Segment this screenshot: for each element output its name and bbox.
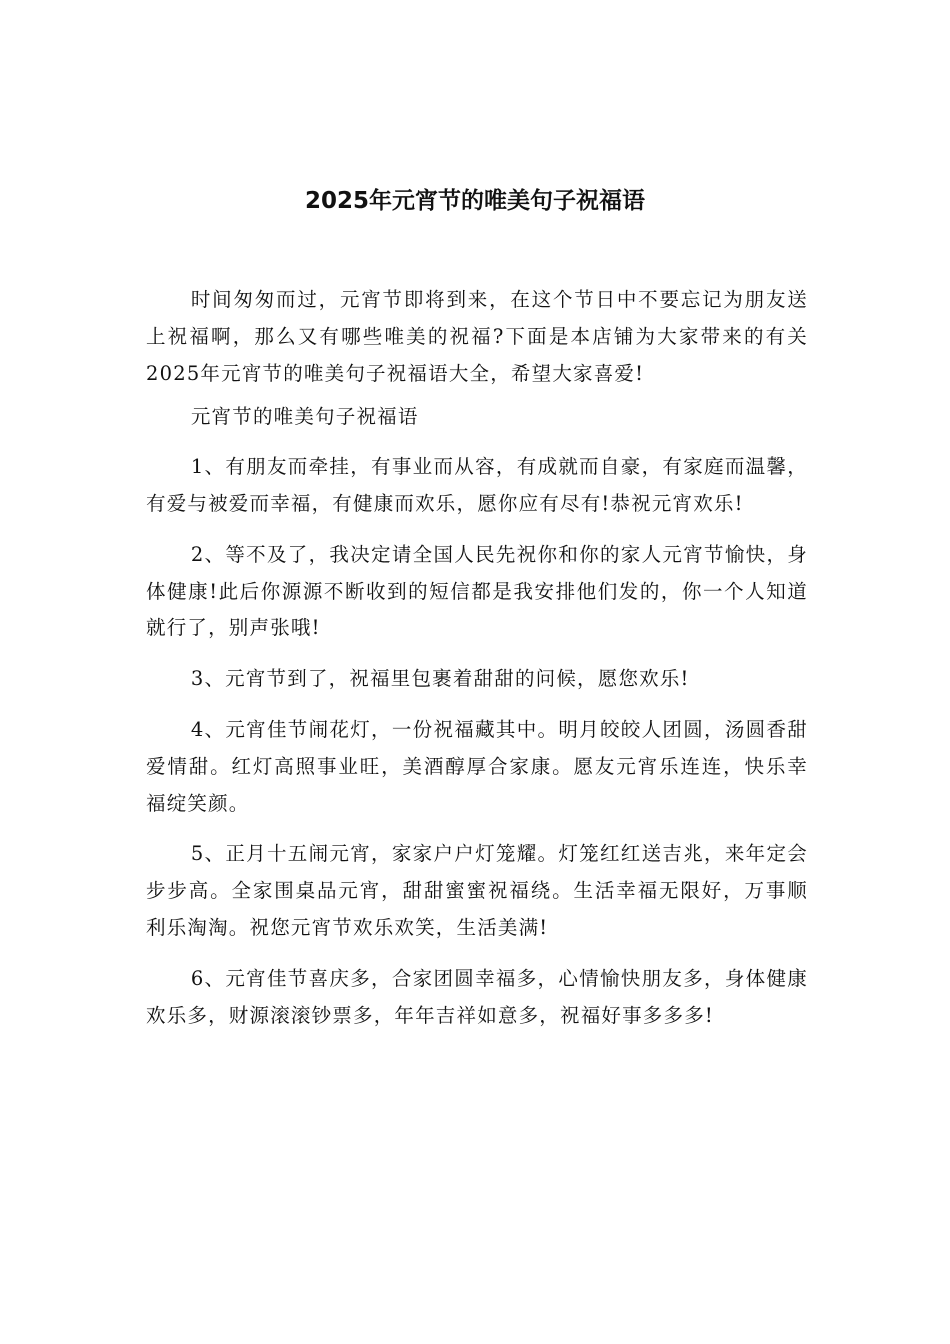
- wish-item-1: 1、有朋友而牵挂，有事业而从容，有成就而自豪，有家庭而温馨，有爱与被爱而幸福，有健康而欢乐，愿你应有尽有!恭祝元宵欢乐!: [146, 455, 808, 515]
- wish-item-6: 6、元宵佳节喜庆多，合家团圆幸福多，心情愉快朋友多，身体健康欢乐多，财源滚滚钞票多，年年吉祥如意多，祝福好事多多多!: [146, 966, 808, 1027]
- document-body: [146, 282, 808, 1034]
- wish-item-5: 5、正月十五闹元宵，家家户户灯笼耀。灯笼红红送吉兆，来年定会步步高。全家围桌品元宵，甜甜蜜蜜祝福绕。生活幸福无限好，万事顺利乐淘淘。祝您元宵节欢乐欢笑，生活美满!: [146, 842, 808, 939]
- wish-item-4: 4、元宵佳节闹花灯，一份祝福藏其中。明月皎皎人团圆，汤圆香甜爱情甜。红灯高照事业旺，美酒醇厚合家康。愿友元宵乐连连，快乐幸福绽笑颜。: [146, 717, 808, 815]
- intro-paragraph: 时间匆匆而过，元宵节即将到来，在这个节日中不要忘记为朋友送上祝福啊，那么又有哪些唯美的祝福?下面是本店铺为大家带来的有关2025年元宵节的唯美句子祝福语大全，希望大家喜爱!: [146, 288, 808, 385]
- wish-item-3: 3、元宵节到了，祝福里包裹着甜甜的问候，愿您欢乐!: [190, 667, 690, 691]
- section-heading: 元宵节的唯美句子祝福语: [190, 405, 419, 429]
- document-title: 2025年元宵节的唯美句子祝福语: [304, 188, 645, 214]
- wish-item-2: 2、等不及了，我决定请全国人民先祝你和你的家人元宵节愉快，身体健康!此后你源源不断收到的短信都是我安排他们发的，你一个人知道就行了，别声张哦!: [146, 542, 808, 640]
